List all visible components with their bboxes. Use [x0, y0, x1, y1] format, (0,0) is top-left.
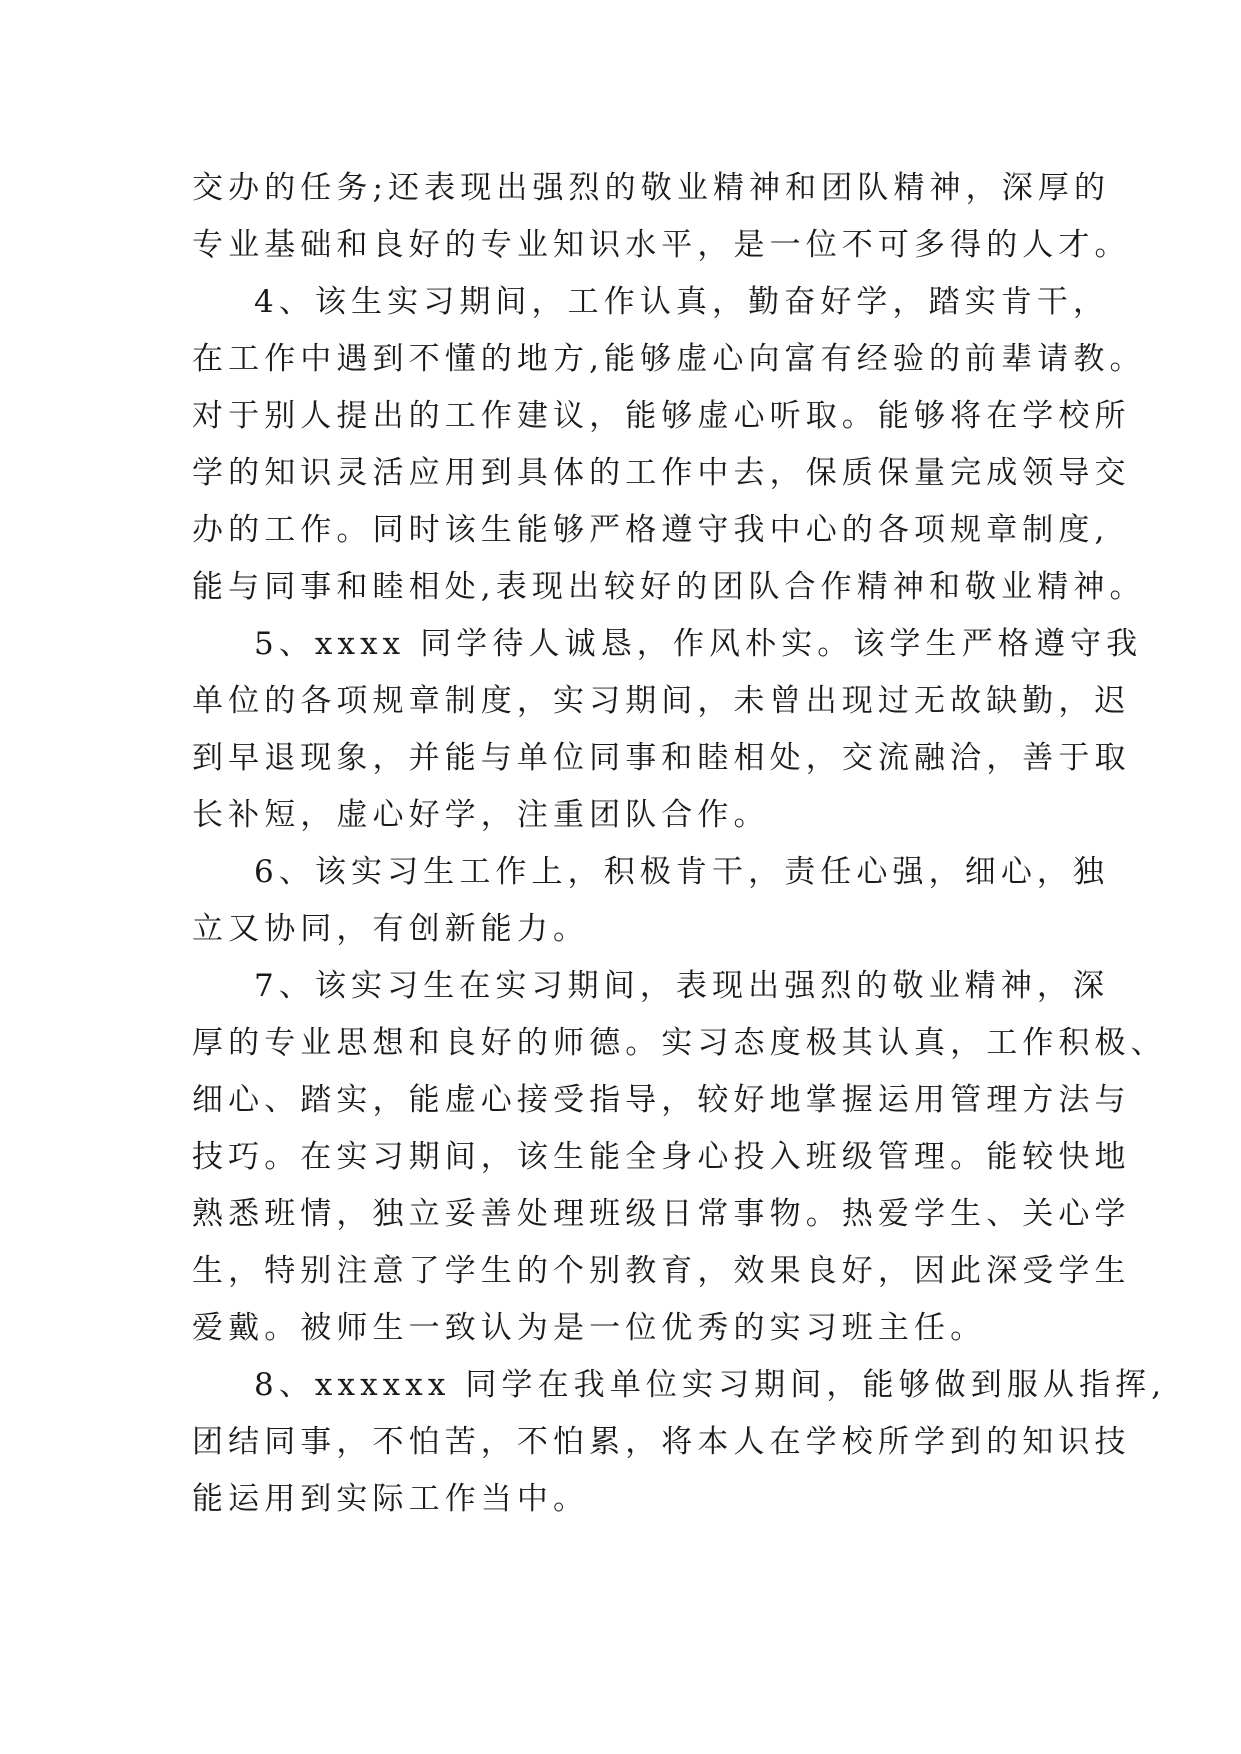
text-line: 能与同事和睦相处,表现出较好的团队合作精神和敬业精神。: [192, 569, 1146, 605]
text-line: 细心、踏实，能虚心接受指导，较好地掌握运用管理方法与: [192, 1082, 1131, 1118]
text-line: 在工作中遇到不懂的地方,能够虚心向富有经验的前辈请教。: [192, 341, 1146, 377]
text-line: 6、该实习生工作上，积极肯干，责任心强，细心，独: [254, 854, 1110, 890]
text-line: 办的工作。同时该生能够严格遵守我中心的各项规章制度,: [192, 512, 1110, 548]
text-line: 立又协同，有创新能力。: [192, 911, 590, 947]
text-line: 能运用到实际工作当中。: [192, 1481, 590, 1517]
text-line: 8、xxxxxx 同学在我单位实习期间，能够做到服从指挥,: [254, 1367, 1167, 1403]
text-line: 到早退现象，并能与单位同事和睦相处，交流融洽，善于取: [192, 740, 1131, 776]
text-line: 7、该实习生在实习期间，表现出强烈的敬业精神，深: [254, 968, 1110, 1004]
text-line: 熟悉班情，独立妥善处理班级日常事物。热爱学生、关心学: [192, 1196, 1131, 1232]
text-line: 交办的任务;还表现出强烈的敬业精神和团队精神，深厚的: [192, 170, 1111, 206]
text-line: 厚的专业思想和良好的师德。实习态度极其认真，工作积极、: [192, 1025, 1167, 1061]
text-line: 长补短，虚心好学，注重团队合作。: [192, 797, 770, 833]
text-line: 爱戴。被师生一致认为是一位优秀的实习班主任。: [192, 1310, 987, 1346]
text-line: 技巧。在实习期间，该生能全身心投入班级管理。能较快地: [192, 1139, 1131, 1175]
text-line: 4、该生实习期间，工作认真，勤奋好学，踏实肯干，: [254, 284, 1110, 320]
text-line: 对于别人提出的工作建议，能够虚心听取。能够将在学校所: [192, 398, 1131, 434]
text-line: 单位的各项规章制度，实习期间，未曾出现过无故缺勤，迟: [192, 683, 1131, 719]
text-line: 团结同事，不怕苦，不怕累，将本人在学校所学到的知识技: [192, 1424, 1131, 1460]
text-line: 专业基础和良好的专业知识水平，是一位不可多得的人才。: [192, 227, 1131, 263]
text-line: 学的知识灵活应用到具体的工作中去，保质保量完成领导交: [192, 455, 1131, 491]
text-line: 生，特别注意了学生的个别教育，效果良好，因此深受学生: [192, 1253, 1131, 1289]
document-body: [192, 160, 1167, 1528]
text-line: 5、xxxx 同学待人诚恳，作风朴实。该学生严格遵守我: [254, 626, 1143, 662]
